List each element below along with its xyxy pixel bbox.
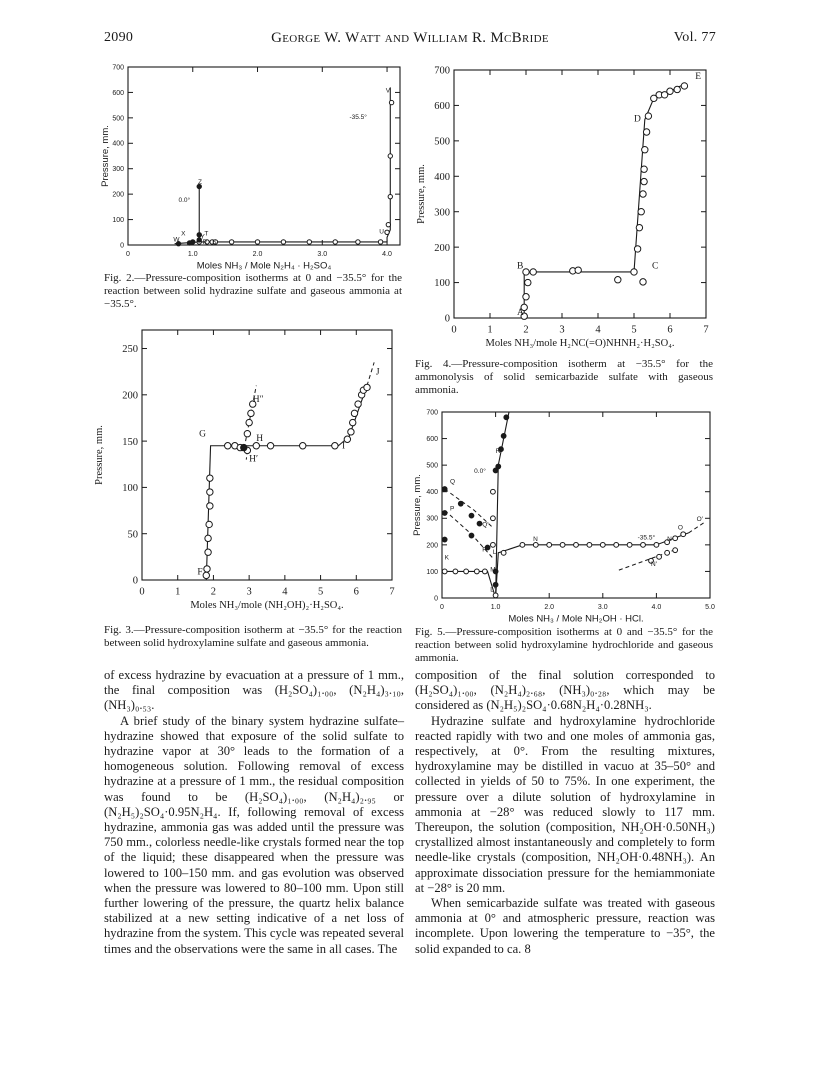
point-label: H xyxy=(256,434,264,445)
data-point-open xyxy=(474,569,479,574)
data-point-open xyxy=(667,88,673,94)
figure-2-caption: Fig. 2.—Pressure-composition isotherms at 0 and −35.5° for the reaction between solid hydrazine sulfate and gaseous ammonia at −35.5°. xyxy=(104,272,402,310)
point-label: W xyxy=(173,236,180,244)
data-point-open xyxy=(491,489,496,494)
data-point-filled xyxy=(504,415,509,420)
data-point-open xyxy=(388,154,392,158)
dashed-isotherm-line xyxy=(367,362,374,385)
plot-frame xyxy=(454,70,706,318)
data-point-open xyxy=(673,548,678,553)
data-point-open xyxy=(520,542,525,547)
x-axis-label: Moles NH₃/mole H₂NC(=O)NHNH₂·H₂SO₄. xyxy=(485,338,675,349)
data-point-open xyxy=(634,246,640,252)
x-tick-label: 0 xyxy=(139,586,145,598)
y-axis-label: Pressure, mm. xyxy=(412,474,423,536)
point-label: Q xyxy=(450,478,456,486)
data-point-open xyxy=(627,542,632,547)
data-point-open xyxy=(206,521,212,527)
data-point-open xyxy=(307,240,311,244)
point-label: A xyxy=(517,308,524,319)
isotherm-line xyxy=(203,386,367,580)
data-point-open xyxy=(645,113,651,119)
data-point-open xyxy=(389,100,393,104)
x-tick-label: 0 xyxy=(126,251,130,258)
data-point-open xyxy=(525,279,531,285)
data-point-open xyxy=(388,194,392,198)
point-label: K xyxy=(444,554,450,562)
y-tick-label: 500 xyxy=(112,115,124,123)
x-tick-label: 1 xyxy=(487,324,493,336)
y-tick-label: 300 xyxy=(112,166,124,174)
point-label: I xyxy=(342,441,346,452)
x-tick-label: 2.0 xyxy=(544,604,555,611)
figure-3-chart xyxy=(90,322,410,622)
data-point-open xyxy=(207,475,213,481)
data-point-open xyxy=(255,240,259,244)
data-point-open xyxy=(386,222,390,226)
body-paragraph: When semicarbazide sulfate was treated with gaseous ammonia at 0° and atmospheric pressure, reaction was incomplete. Upon lowering the temperature to −35°, the solid expanded to ca. 8 xyxy=(415,896,715,956)
y-tick-label: 100 xyxy=(434,278,450,290)
point-label: 0.0° xyxy=(178,196,191,204)
data-point-open xyxy=(631,269,637,275)
data-point-open xyxy=(205,535,211,541)
data-point-open xyxy=(615,277,621,283)
point-label: B xyxy=(517,261,524,272)
point-label: S xyxy=(212,239,217,247)
data-point-open xyxy=(351,410,357,416)
data-point-open xyxy=(267,443,273,449)
data-point-open xyxy=(665,550,670,555)
data-point-open xyxy=(638,209,644,215)
y-tick-label: 500 xyxy=(426,462,438,470)
data-point-open xyxy=(681,532,686,537)
y-tick-label: 300 xyxy=(434,207,450,219)
point-label: G xyxy=(199,429,207,440)
x-tick-label: 2.0 xyxy=(252,251,263,258)
data-point-open xyxy=(642,147,648,153)
x-tick-label: 4 xyxy=(282,586,288,598)
point-label: O xyxy=(677,524,683,532)
point-label: V xyxy=(385,87,391,95)
y-axis-label: Pressure, mm. xyxy=(100,125,111,187)
point-label: Y xyxy=(200,233,205,241)
data-point-open xyxy=(640,279,646,285)
point-label: N′ xyxy=(651,561,657,569)
data-point-filled xyxy=(458,501,463,506)
data-point-open xyxy=(207,503,213,509)
data-point-open xyxy=(523,294,529,300)
data-point-open xyxy=(493,593,498,598)
y-tick-label: 600 xyxy=(434,101,450,113)
isotherm-line xyxy=(175,87,391,243)
x-tick-label: 7 xyxy=(389,586,395,598)
data-point-open xyxy=(300,443,306,449)
body-left-column xyxy=(104,668,404,957)
data-point-filled xyxy=(469,513,474,518)
data-point-open xyxy=(547,542,552,547)
data-point-open xyxy=(501,550,506,555)
data-point-open xyxy=(464,569,469,574)
x-tick-label: 1.0 xyxy=(187,251,198,258)
plot-frame xyxy=(442,412,710,598)
data-point-open xyxy=(248,410,254,416)
data-point-open xyxy=(600,542,605,547)
data-point-filled xyxy=(191,240,195,244)
dashed-isotherm-line xyxy=(689,522,705,533)
y-tick-label: 700 xyxy=(434,65,450,77)
point-label: E xyxy=(695,71,702,82)
data-point-open xyxy=(523,269,529,275)
body-paragraph: Hydrazine sulfate and hydroxylamine hydrochloride reacted rapidly with two and one moles of ammonia gas, respectively, at 0°. From the resulting mixtures, hydroxylamine may be distilled in vacuo at 35–50° and collected in yields of 50 to 75%. In one experiment, the pressure over a dilute solution of hydroxylamine in ammonia at −28° was reduced slowly to 117 mm. Thereupon, the solution (composition, NH₂OH·0.50NH₃) crystallized almost instantaneously and completely to form needle-like crystals (composition, NH₂OH·0.48NH₃). An approximate dissociation pressure for the hemiammoniate at −28° is 20 mm. xyxy=(415,713,715,895)
figure-5-caption: Fig. 5.—Pressure-composition isotherms at 0 and −35.5° for the reaction between solid hydroxylamine hydrochloride and gaseous ammonia. xyxy=(415,626,713,664)
data-point-open xyxy=(681,83,687,89)
data-point-open xyxy=(355,401,361,407)
y-tick-label: 100 xyxy=(112,217,124,225)
x-tick-label: 1 xyxy=(175,586,181,598)
isotherm-line xyxy=(524,84,684,318)
data-point-open xyxy=(641,542,646,547)
data-point-filled xyxy=(442,537,447,542)
y-tick-label: 50 xyxy=(127,529,138,541)
data-point-open xyxy=(560,542,565,547)
x-tick-label: 0 xyxy=(451,324,457,336)
point-label: X xyxy=(181,230,186,238)
data-point-open xyxy=(203,572,209,578)
data-point-open xyxy=(378,240,382,244)
data-point-open xyxy=(491,542,496,547)
x-tick-label: 3.0 xyxy=(317,251,328,258)
running-head-authors: George W. Watt and William R. McBride xyxy=(271,30,549,46)
data-point-open xyxy=(533,542,538,547)
data-point-open xyxy=(530,269,536,275)
point-label: M xyxy=(490,566,496,574)
data-point-open xyxy=(350,419,356,425)
data-point-open xyxy=(364,384,370,390)
x-tick-label: 4.0 xyxy=(382,251,392,258)
y-tick-label: 600 xyxy=(112,89,124,97)
x-tick-label: 5.0 xyxy=(705,604,715,611)
figure-4-chart xyxy=(412,62,722,358)
x-tick-label: 5 xyxy=(631,324,637,336)
data-point-open xyxy=(657,554,662,559)
data-point-filled xyxy=(442,511,447,516)
data-point-filled xyxy=(493,468,498,473)
x-axis-label: Moles NH₃/mole (NH₂OH)₂·H₂SO₄. xyxy=(190,600,344,611)
y-tick-label: 400 xyxy=(426,489,438,497)
y-tick-label: 700 xyxy=(112,64,124,72)
y-tick-label: 700 xyxy=(426,409,438,417)
plot-frame xyxy=(142,330,392,580)
point-label: -35.5° xyxy=(349,114,367,122)
data-point-open xyxy=(640,191,646,197)
y-tick-label: 600 xyxy=(426,436,438,444)
figure-3-caption: Fig. 3.—Pressure-composition isotherm at −35.5° for the reaction between solid hydroxylamine sulfate and gaseous ammonia. xyxy=(104,624,402,649)
point-label: J xyxy=(375,367,380,378)
point-label: R xyxy=(495,448,501,456)
x-tick-label: 3 xyxy=(559,324,565,336)
data-point-open xyxy=(574,542,579,547)
y-tick-label: 0 xyxy=(120,242,124,250)
data-point-open xyxy=(225,443,231,449)
data-point-open xyxy=(654,542,659,547)
x-tick-label: 5 xyxy=(317,586,324,598)
data-point-filled xyxy=(241,444,247,450)
point-label: N xyxy=(533,535,538,543)
figure-5-chart xyxy=(412,402,722,628)
data-point-open xyxy=(453,569,458,574)
figure-2-chart xyxy=(100,62,410,272)
x-tick-label: 6 xyxy=(667,324,673,336)
data-point-open xyxy=(614,542,619,547)
figure-4-caption: Fig. 4.—Pressure-composition isotherm at −35.5° for the ammonolysis of solid semicarbazide sulfate with gaseous ammonia. xyxy=(415,358,713,396)
point-label: D xyxy=(634,114,641,125)
data-point-open xyxy=(333,240,337,244)
x-tick-label: 4.0 xyxy=(651,604,662,611)
x-tick-label: 3 xyxy=(246,586,252,598)
point-label: Z xyxy=(197,178,202,186)
point-label: 0.0° xyxy=(474,468,486,476)
y-axis-label: Pressure, mm. xyxy=(94,425,105,485)
data-point-open xyxy=(482,569,487,574)
data-point-open xyxy=(207,489,213,495)
point-label: F xyxy=(197,567,203,578)
data-point-open xyxy=(491,516,496,521)
y-tick-label: 400 xyxy=(434,171,450,183)
data-point-filled xyxy=(442,487,447,492)
y-tick-label: 500 xyxy=(434,136,450,148)
data-point-filled xyxy=(477,521,482,526)
y-tick-label: 200 xyxy=(426,542,438,550)
x-axis-label: Moles NH₃ / Mole N₂H₄ · H₂SO₄ xyxy=(196,260,332,272)
y-tick-label: 150 xyxy=(122,436,138,448)
y-tick-label: 250 xyxy=(122,344,138,356)
y-tick-label: 200 xyxy=(112,191,124,199)
data-point-open xyxy=(587,542,592,547)
y-tick-label: 0 xyxy=(444,313,450,325)
x-tick-label: 1.0 xyxy=(490,604,501,611)
point-label: C xyxy=(652,261,659,272)
point-label: U xyxy=(379,228,384,236)
x-tick-label: 3.0 xyxy=(597,604,608,611)
x-tick-label: 6 xyxy=(353,586,359,598)
page-number: 2090 xyxy=(104,30,134,45)
x-tick-label: 4 xyxy=(595,324,601,336)
data-point-open xyxy=(244,431,250,437)
y-tick-label: 100 xyxy=(122,483,138,495)
point-label: O′ xyxy=(696,515,703,523)
data-point-open xyxy=(246,419,252,425)
data-point-open xyxy=(229,240,233,244)
data-point-open xyxy=(204,566,210,572)
data-point-open xyxy=(332,443,338,449)
y-tick-label: 300 xyxy=(426,515,438,523)
point-label: H″ xyxy=(252,395,264,406)
y-tick-label: 400 xyxy=(112,140,124,148)
y-tick-label: 200 xyxy=(122,390,138,402)
data-point-open xyxy=(385,230,389,234)
body-paragraph: composition of the final solution corresponded to (H₂SO₄)₁.₀₀, (N₂H₄)₂.₆₈, (NH₃)₀.₂₈, which may be considered as (N₂H₅)₂SO₄·0.68N₂H₄·0.28NH₃. xyxy=(415,668,715,713)
point-label: P xyxy=(450,505,455,513)
data-point-open xyxy=(673,536,678,541)
data-point-filled xyxy=(469,533,474,538)
data-point-open xyxy=(636,224,642,230)
point-label: T xyxy=(204,230,209,238)
point-label: R xyxy=(202,239,208,247)
point-label: -35.5° xyxy=(637,534,656,542)
point-label: H′ xyxy=(249,454,259,465)
body-right-column xyxy=(415,668,715,957)
x-tick-label: 7 xyxy=(703,324,709,336)
point-label: Q′ xyxy=(482,521,489,529)
volume-number: Vol. 77 xyxy=(673,30,716,45)
y-tick-label: 100 xyxy=(426,568,438,576)
data-point-open xyxy=(641,166,647,172)
x-tick-label: 2 xyxy=(523,324,529,336)
body-paragraph: A brief study of the binary system hydrazine sulfate–hydrazine showed that exposure of the solid sulfate to hydrazine vapor at 30° leads to the formation of a homogeneous solution. Following removal of excess hydrazine at a pressure of 1 mm., the residual composition was found to be (H₂SO₄)₁.₀₀, (N₂H₄)₂.₉₅ or (N₂H₅)₂SO₄·0.95N₂H₄. If, following removal of excess hydrazine, ammonia gas was added until the pressure was 750 mm., colorless needle-like crystals formed near the top of the liquid; these disappeared when the pressure was lowered to 100–150 mm. and gas evolution was observed when the pressure was lowered to 80–100 mm. Upon still further lowering of the pressure, the quartz helix balance stabilized at a new setting indicative of a net loss of hydrazine from the system. This cycle was repeated several times and the observations were the same in all cases. The xyxy=(104,713,404,956)
data-point-open xyxy=(348,429,354,435)
data-point-filled xyxy=(501,434,506,439)
y-tick-label: 0 xyxy=(434,595,438,603)
plot-frame xyxy=(128,67,400,245)
point-label: L′ xyxy=(490,586,496,594)
x-tick-label: 2 xyxy=(210,586,217,598)
data-point-open xyxy=(641,178,647,184)
y-axis-label: Pressure, mm. xyxy=(416,164,427,224)
y-tick-label: 0 xyxy=(132,575,138,587)
data-point-open xyxy=(356,240,360,244)
x-axis-label: Moles NH₃ / Mole NH₂OH · HCl. xyxy=(508,613,644,625)
data-point-open xyxy=(442,569,447,574)
body-paragraph: of excess hydrazine by evacuation at a pressure of 1 mm., the final composition was (H₂SO₄)₁.₀₀, (N₂H₄)₃.₁₀, (NH₃)₀.₅₃. xyxy=(104,668,404,713)
point-label: P′ xyxy=(482,546,488,554)
data-point-open xyxy=(205,549,211,555)
data-point-open xyxy=(575,267,581,273)
x-tick-label: 0 xyxy=(440,604,444,611)
point-label: L xyxy=(492,549,497,557)
data-point-open xyxy=(281,240,285,244)
data-point-open xyxy=(674,86,680,92)
point-label: N xyxy=(667,535,672,543)
data-point-open xyxy=(643,129,649,135)
y-tick-label: 200 xyxy=(434,242,450,254)
